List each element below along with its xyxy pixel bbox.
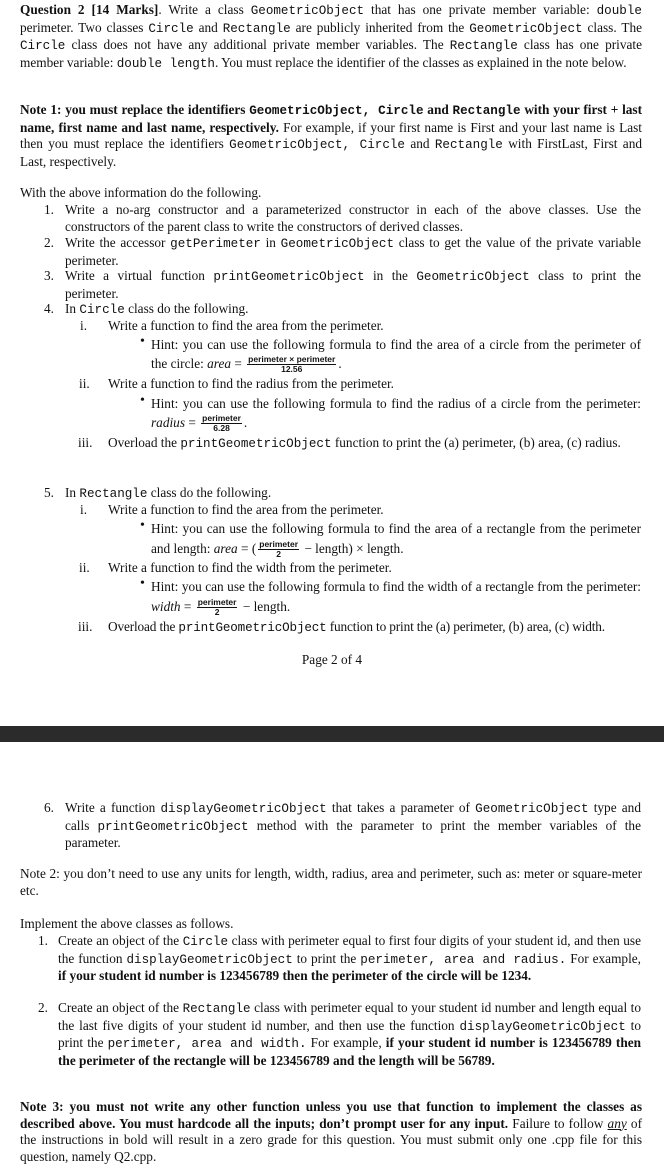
- item-2-text: Write the accessor getPerimeter in GeometricObject class to get the value of the private variable perimeter.: [65, 235, 641, 268]
- area-formula: $\frac{\text{perimeter × perimeter}}{12.56}$: [248, 354, 336, 375]
- item-5-ii-text: Write a function to find the width from the perimeter.: [108, 560, 392, 575]
- bullet-icon: •: [140, 518, 145, 533]
- rect-area-formula: $\frac{\text{perimeter}}{2}$: [259, 539, 299, 560]
- item-number: 2.: [44, 235, 54, 250]
- item-4-i-hint: Hint: you can use the following formula to find the area of a circle from the perimeter of the circle: area = $\frac{\text{perimeter × perimeter}}{12.56}$ .: [151, 337, 641, 375]
- document-page-2: [0, 742, 664, 1174]
- create-circle-text: Create an object of the Circle class with perimeter equal to first four digits of your student id, and then use the function displayGeometricObject to print the perimeter, area and radius. For example, if your student id number is 123456789 then the perimeter of the circle will be 1234.: [58, 933, 642, 983]
- item-number: 2.: [38, 1000, 48, 1015]
- instructions-heading: With the above information do the following.: [20, 185, 262, 200]
- subitem-number: i.: [80, 502, 88, 517]
- radius-formula: $\frac{\text{perimeter}}{6.28}$: [202, 413, 241, 434]
- page-number: Page 2 of 4: [301, 652, 363, 667]
- width-formula: $\frac{\text{perimeter}}{2}$: [197, 597, 237, 618]
- item-3-text: Write a virtual function printGeometricObject in the GeometricObject class to print the perimeter.: [65, 268, 641, 301]
- item-number: 1.: [38, 933, 48, 948]
- subitem-number: ii.: [79, 376, 90, 391]
- item-4-i-text: Write a function to find the area from the perimeter.: [108, 318, 384, 333]
- item-5-text: In Rectangle class do the following.: [65, 485, 272, 501]
- item-number: 6.: [44, 800, 54, 815]
- item-5-iii-text: Overload the printGeometricObject function to print the (a) perimeter, (b) area, (c) width.: [108, 619, 605, 635]
- subitem-number: ii.: [79, 560, 90, 575]
- item-5-i-hint: Hint: you can use the following formula to find the area of a rectangle from the perimeter and length: area = ( $\frac{\text{perimeter}}{2}$ − length) × length.: [151, 521, 641, 560]
- note-2: Note 2: you don’t need to use any units for length, width, radius, area and perimeter, such as: meter or square-meter etc.: [20, 866, 642, 898]
- item-5-ii-hint: Hint: you can use the following formula to find the width of a rectangle from the perimeter: width = $\frac{\text{perimeter}}{2}$ − length.: [151, 579, 641, 618]
- item-number: 1.: [44, 202, 54, 217]
- bullet-icon: •: [140, 576, 145, 591]
- create-rectangle-text: Create an object of the Rectangle class with perimeter equal to your student id number and length equal to the last five digits of your student id number, and then use the function displayGeometricObject to print the perimeter, area and width. For example, if your student id number is 123456789 then the perimeter of the rectangle will be 123456789 and the length will be 56789.: [58, 1000, 642, 1068]
- item-4-iii-text: Overload the printGeometricObject function to print the (a) perimeter, (b) area, (c) radius.: [108, 435, 621, 451]
- subitem-number: i.: [80, 318, 88, 333]
- item-1-text: Write a no-arg constructor and a parameterized constructor in each of the above classes. Use the constructors of the parent class to write the constructors of derived classes.: [65, 202, 641, 234]
- item-number: 3.: [44, 268, 54, 283]
- item-5-i-text: Write a function to find the area from the perimeter.: [108, 502, 384, 517]
- question-title: Question 2 [14 Marks]: [20, 2, 159, 17]
- note-3: Note 3: you must not write any other function unless you use that function to implement the classes as described above. You must hardcode all the inputs; don’t prompt user for any input. Failure to follow any of the instructions in bold will result in a zero grade for this question. You must submit only one .cpp file for this question, namely Q2.cpp.: [20, 1099, 642, 1164]
- item-4-text: In Circle class do the following.: [65, 301, 249, 317]
- page-gap: [0, 712, 664, 726]
- item-6-text: Write a function displayGeometricObject that takes a parameter of GeometricObject type and calls printGeometricObject method with the parameter to print the member variables of the parameter.: [65, 800, 641, 850]
- bullet-icon: •: [140, 393, 145, 408]
- item-number: 4.: [44, 301, 54, 316]
- bullet-icon: •: [140, 334, 145, 349]
- item-4-ii-hint: Hint: you can use the following formula to find the radius of a circle from the perimeter: radius = $\frac{\text{perimeter}}{6.28}$ .: [151, 396, 641, 434]
- subitem-number: iii.: [78, 619, 93, 634]
- question-intro: Question 2 [14 Marks]. Write a class GeometricObject that has one private member variable: double perimeter. Two classes Circle and Rectangle are publicly inherited from the GeometricObject class. The Circle class does not have any additional private member variables. The Rectangle class has one private member variable: double length. You must replace the identifier of the classes as explained in the note below.: [20, 2, 642, 71]
- page-separator: [0, 726, 664, 742]
- item-number: 5.: [44, 485, 54, 500]
- implement-heading: Implement the above classes as follows.: [20, 916, 234, 931]
- subitem-number: iii.: [78, 435, 93, 450]
- note-1: Note 1: you must replace the identifiers GeometricObject, Circle and Rectangle with your first + last name, first name and last name, respectively. For example, if your first name is First and your last name is Last then you must replace the identifiers GeometricObject, Circle and Rectangle with FirstLast, First and Last, respectively.: [20, 102, 643, 169]
- item-4-ii-text: Write a function to find the radius from the perimeter.: [108, 376, 394, 391]
